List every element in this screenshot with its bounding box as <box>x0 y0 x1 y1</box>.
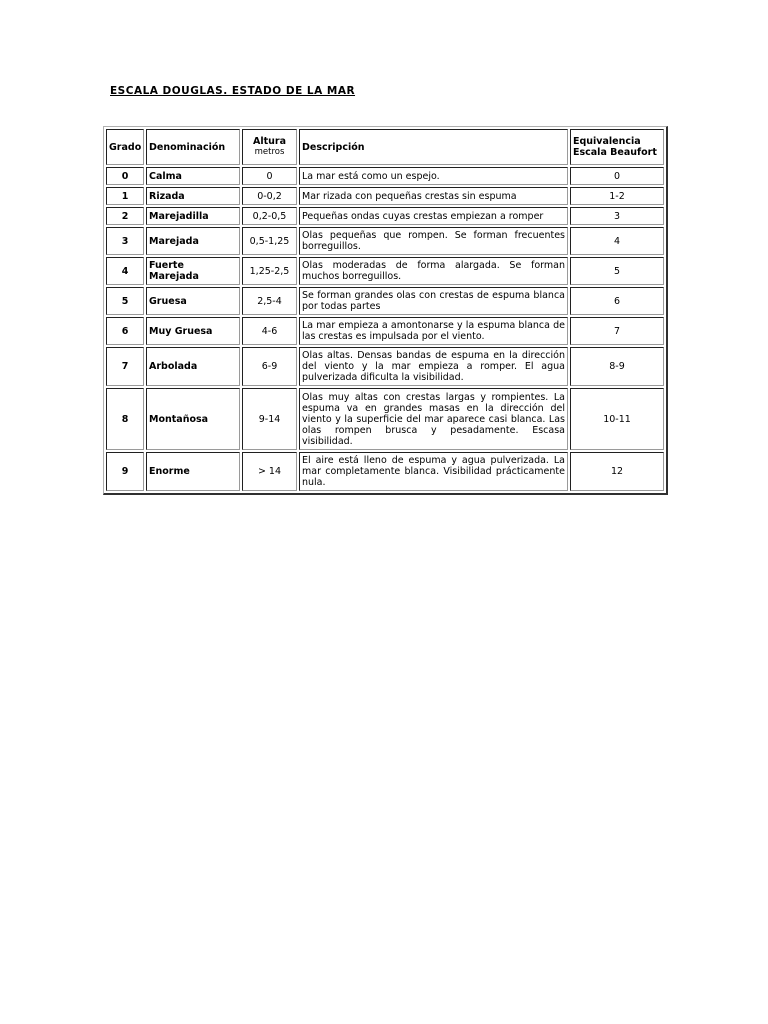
cell-altura: 0,2-0,5 <box>242 207 297 225</box>
cell-altura: 0 <box>242 167 297 185</box>
table-row <box>106 167 664 185</box>
cell-denominacion: Marejadilla <box>146 207 240 225</box>
cell-altura: > 14 <box>242 452 297 491</box>
cell-descripcion: Olas muy altas con crestas largas y rompientes. La espuma va en grandes masas en la dirección del viento y la superficie del mar aparece casi blanca. Las olas rompen brusca y pesadamente. Escasa visibilidad. <box>299 388 568 450</box>
cell-grado: 0 <box>106 167 144 185</box>
cell-descripcion: El aire está lleno de espuma y agua pulverizada. La mar completamente blanca. Visibilidad prácticamente nula. <box>299 452 568 491</box>
cell-descripcion: Olas moderadas de forma alargada. Se forman muchos borreguillos. <box>299 257 568 285</box>
cell-denominacion: Arbolada <box>146 347 240 386</box>
cell-beaufort: 8-9 <box>570 347 664 386</box>
cell-beaufort: 5 <box>570 257 664 285</box>
header-descripcion: Descripción <box>299 129 568 165</box>
cell-grado: 3 <box>106 227 144 255</box>
cell-grado: 6 <box>106 317 144 345</box>
cell-denominacion: Gruesa <box>146 287 240 315</box>
table-row <box>106 257 664 285</box>
table-row <box>106 227 664 255</box>
cell-denominacion: Rizada <box>146 187 240 205</box>
table-body <box>106 129 664 491</box>
table-row <box>106 388 664 450</box>
cell-denominacion: Muy Gruesa <box>146 317 240 345</box>
cell-descripcion: Olas pequeñas que rompen. Se forman frecuentes borreguillos. <box>299 227 568 255</box>
cell-beaufort: 1-2 <box>570 187 664 205</box>
cell-beaufort: 10-11 <box>570 388 664 450</box>
document-title: ESCALA DOUGLAS. ESTADO DE LA MAR <box>110 85 356 97</box>
cell-grado: 9 <box>106 452 144 491</box>
cell-descripcion: La mar está como un espejo. <box>299 167 568 185</box>
cell-grado: 7 <box>106 347 144 386</box>
table-row <box>106 287 664 315</box>
cell-denominacion: Marejada <box>146 227 240 255</box>
cell-descripcion: Olas altas. Densas bandas de espuma en la dirección del viento y la mar empieza a romper. El agua pulverizada dificulta la visibilidad. <box>299 347 568 386</box>
cell-denominacion: Calma <box>146 167 240 185</box>
cell-denominacion: Enorme <box>146 452 240 491</box>
cell-descripcion: La mar empieza a amontonarse y la espuma blanca de las crestas es impulsada por el viento. <box>299 317 568 345</box>
table-row <box>106 452 664 491</box>
header-altura-unit: metros <box>254 147 285 157</box>
cell-grado: 8 <box>106 388 144 450</box>
cell-beaufort: 12 <box>570 452 664 491</box>
table-row <box>106 317 664 345</box>
cell-altura: 6-9 <box>242 347 297 386</box>
cell-grado: 4 <box>106 257 144 285</box>
header-altura <box>242 129 297 165</box>
header-equivalencia-line2: Escala Beaufort <box>573 147 657 158</box>
cell-grado: 1 <box>106 187 144 205</box>
cell-grado: 5 <box>106 287 144 315</box>
douglas-scale-table <box>103 126 668 495</box>
cell-altura: 4-6 <box>242 317 297 345</box>
cell-descripcion: Mar rizada con pequeñas crestas sin espuma <box>299 187 568 205</box>
cell-descripcion: Pequeñas ondas cuyas crestas empiezan a romper <box>299 207 568 225</box>
cell-altura: 2,5-4 <box>242 287 297 315</box>
cell-beaufort: 7 <box>570 317 664 345</box>
table-row <box>106 347 664 386</box>
cell-grado: 2 <box>106 207 144 225</box>
cell-beaufort: 3 <box>570 207 664 225</box>
cell-beaufort: 0 <box>570 167 664 185</box>
header-equivalencia <box>570 129 664 165</box>
table-header-row <box>106 129 664 165</box>
douglas-scale-table-wrapper <box>103 126 665 495</box>
table-row <box>106 207 664 225</box>
cell-altura: 0,5-1,25 <box>242 227 297 255</box>
cell-altura: 1,25-2,5 <box>242 257 297 285</box>
cell-denominacion: Fuerte Marejada <box>146 257 240 285</box>
header-altura-label: Altura <box>252 136 286 147</box>
cell-descripcion: Se forman grandes olas con crestas de espuma blanca por todas partes <box>299 287 568 315</box>
header-grado: Grado <box>106 129 144 165</box>
table-row <box>106 187 664 205</box>
cell-altura: 9-14 <box>242 388 297 450</box>
cell-altura: 0-0,2 <box>242 187 297 205</box>
header-equivalencia-line1: Equivalencia <box>573 136 641 147</box>
header-denominacion: Denominación <box>146 129 240 165</box>
cell-beaufort: 6 <box>570 287 664 315</box>
cell-denominacion: Montañosa <box>146 388 240 450</box>
cell-beaufort: 4 <box>570 227 664 255</box>
